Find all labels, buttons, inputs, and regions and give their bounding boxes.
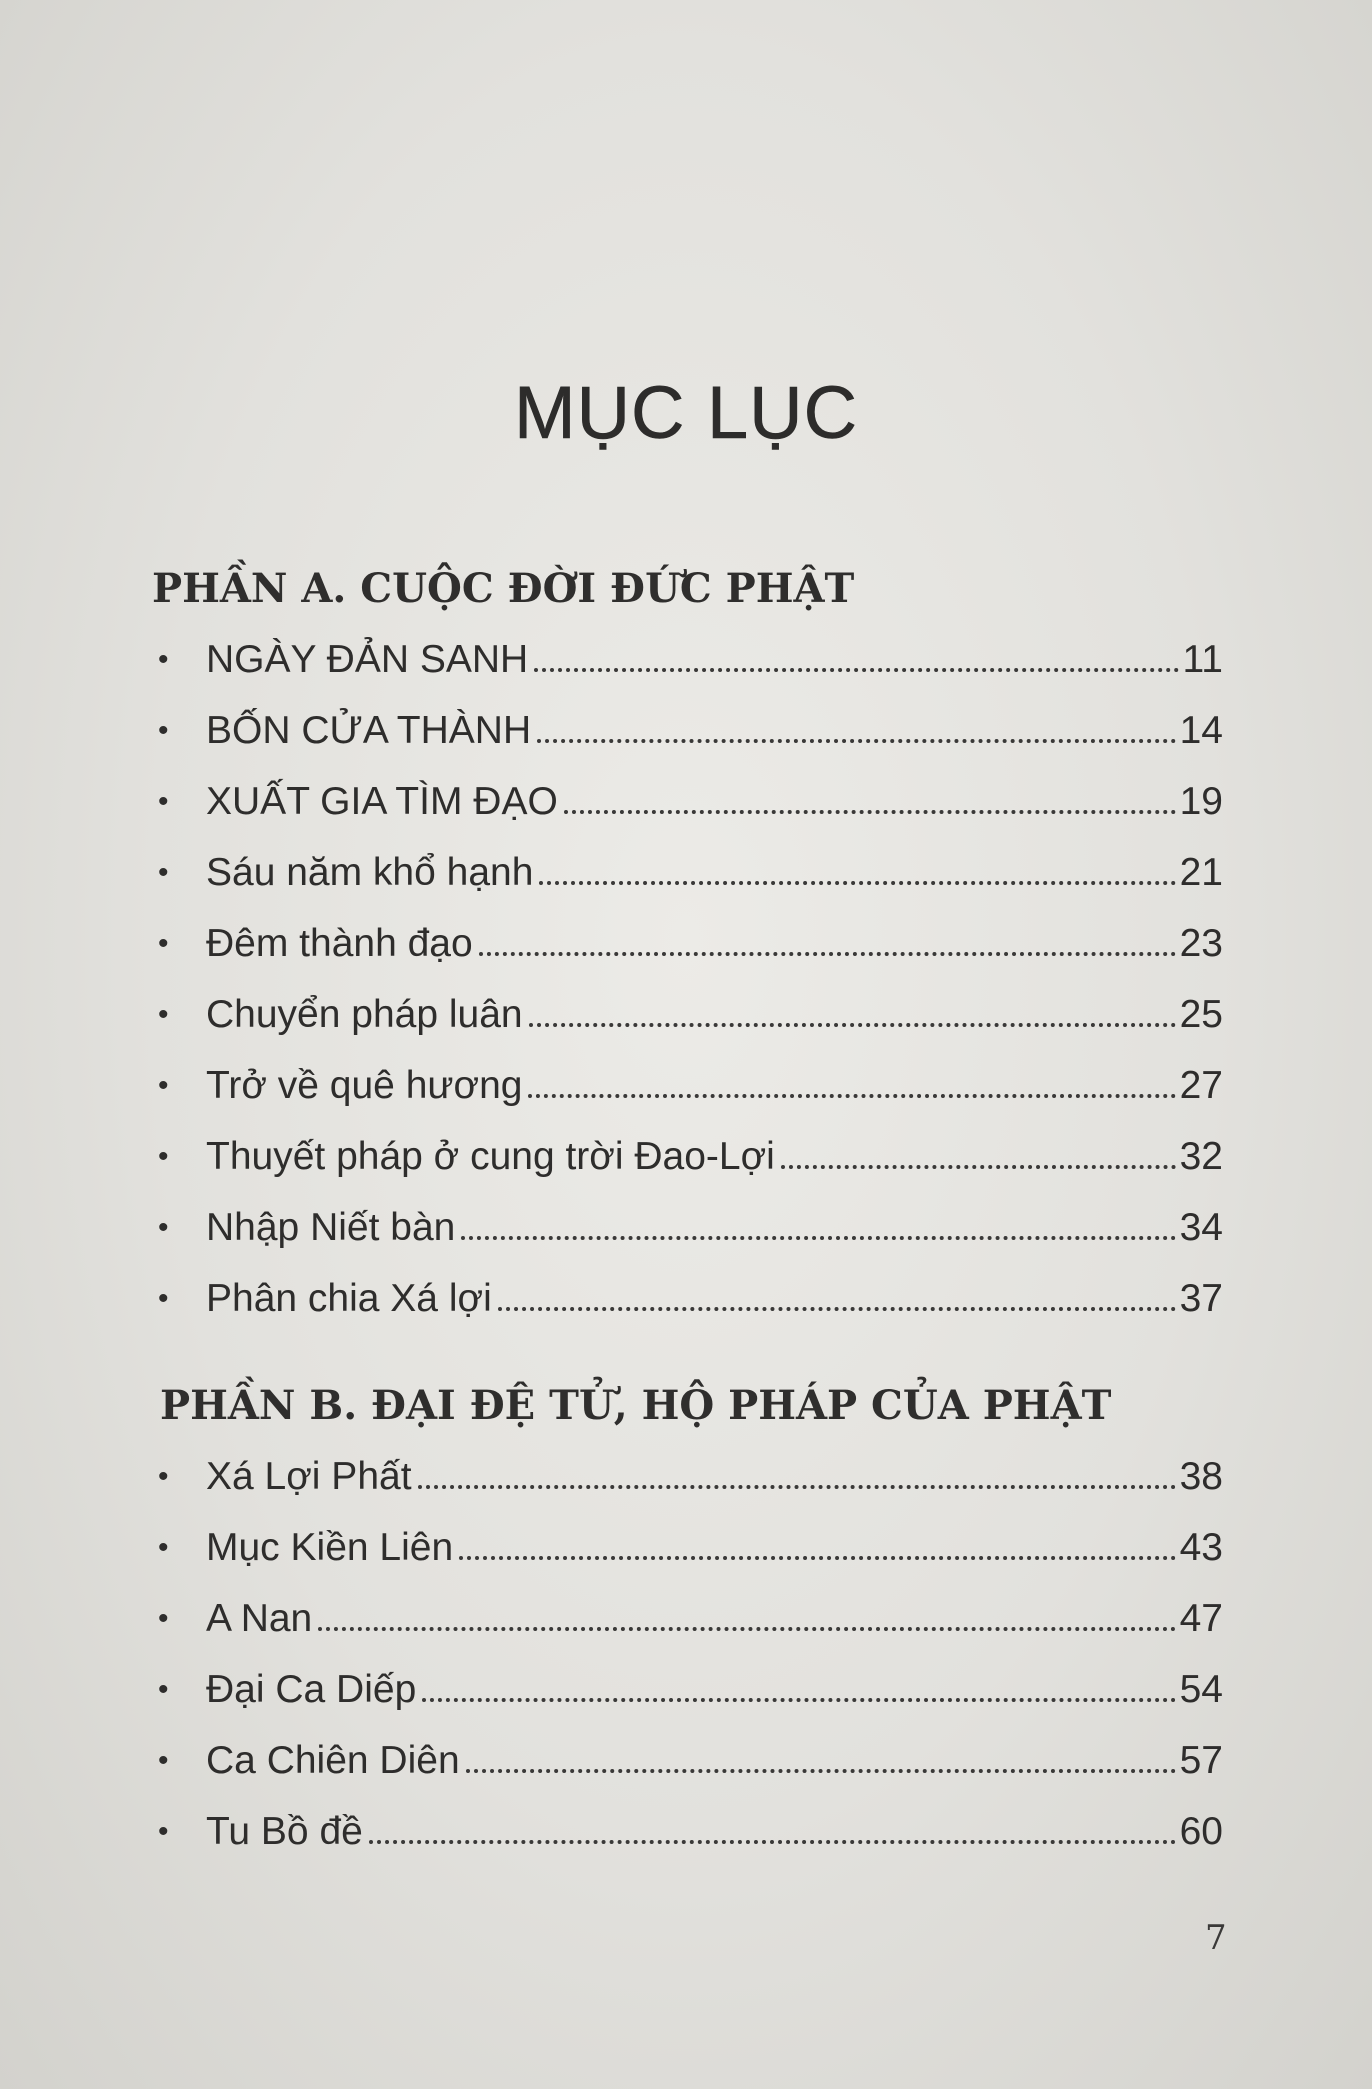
toc-entry — [158, 851, 1223, 911]
toc-entry-title: Phân chia Xá lợi — [206, 1277, 492, 1320]
toc-entry — [158, 1739, 1223, 1799]
page-number: 7 — [1205, 1918, 1227, 1958]
dot-leader — [498, 1306, 1176, 1311]
toc-entry-page: 38 — [1179, 1455, 1223, 1498]
toc-entry-title: Sáu năm khổ hạnh — [206, 851, 534, 894]
toc-entry-page: 27 — [1179, 1064, 1223, 1107]
toc-entry-title: BỐN CỬA THÀNH — [206, 709, 532, 752]
toc-entry — [158, 1135, 1223, 1195]
toc-entry-title: Ca Chiên Diên — [206, 1739, 460, 1782]
dot-leader — [781, 1164, 1176, 1169]
bullet-icon: • — [158, 1744, 169, 1777]
toc-entry — [158, 1597, 1223, 1657]
toc-entry-page: 23 — [1179, 922, 1223, 965]
toc-entry-page: 34 — [1179, 1206, 1223, 1249]
toc-entry — [158, 709, 1223, 769]
toc-entry-page: 21 — [1179, 851, 1223, 894]
toc-entry-page: 60 — [1179, 1810, 1223, 1853]
bullet-icon: • — [158, 1602, 169, 1635]
dot-leader — [418, 1484, 1176, 1489]
toc-entry — [158, 1668, 1223, 1728]
toc-entry-title: Nhập Niết bàn — [206, 1206, 456, 1249]
toc-entry-page: 25 — [1179, 993, 1223, 1036]
bullet-icon: • — [158, 927, 169, 960]
toc-entry-title: Tu Bồ đề — [206, 1810, 363, 1853]
page-title: MỤC LỤC — [513, 371, 859, 454]
toc-entry-title: Chuyển pháp luân — [206, 993, 523, 1036]
dot-leader — [528, 1093, 1175, 1098]
bullet-icon: • — [158, 714, 169, 747]
section-heading-b: PHẦN B. ĐẠI ĐỆ TỬ, HỘ PHÁP CỦA PHẬT — [160, 1382, 1112, 1429]
toc-entry-title: Xá Lợi Phất — [206, 1455, 412, 1498]
bullet-icon: • — [158, 856, 169, 889]
dot-leader — [539, 880, 1175, 885]
toc-entry-title: Trở về quê hương — [206, 1064, 523, 1107]
toc-entry-page: 54 — [1179, 1668, 1223, 1711]
toc-entry-page: 19 — [1179, 780, 1223, 823]
bullet-icon: • — [158, 785, 169, 818]
dot-leader — [564, 809, 1176, 814]
bullet-icon: • — [158, 1673, 169, 1706]
bullet-icon: • — [158, 1815, 169, 1848]
toc-entry-page: 32 — [1179, 1135, 1223, 1178]
dot-leader — [461, 1235, 1175, 1240]
toc-entry — [158, 993, 1223, 1053]
dot-leader — [318, 1626, 1175, 1631]
bullet-icon: • — [158, 1531, 169, 1564]
toc-entry-title: Đại Ca Diếp — [206, 1668, 417, 1711]
toc-entry-page: 14 — [1179, 709, 1223, 752]
toc-entry — [158, 1277, 1223, 1337]
toc-entry-page: 37 — [1179, 1277, 1223, 1320]
toc-entry — [158, 1455, 1223, 1515]
bullet-icon: • — [158, 643, 169, 676]
toc-entry-title: NGÀY ĐẢN SANH — [206, 638, 529, 681]
toc-entry-page: 43 — [1179, 1526, 1223, 1569]
bullet-icon: • — [158, 998, 169, 1031]
bullet-icon: • — [158, 1282, 169, 1315]
dot-leader — [534, 667, 1178, 672]
toc-entry — [158, 1206, 1223, 1266]
dot-leader — [537, 738, 1175, 743]
toc-entry-page: 47 — [1179, 1597, 1223, 1640]
toc-entry — [158, 1810, 1223, 1870]
section-heading-a: PHẦN A. CUỘC ĐỜI ĐỨC PHẬT — [152, 565, 855, 612]
dot-leader — [529, 1022, 1176, 1027]
dot-leader — [422, 1697, 1175, 1702]
toc-entry — [158, 1526, 1223, 1586]
bullet-icon: • — [158, 1211, 169, 1244]
toc-entry-page: 11 — [1182, 638, 1223, 681]
bullet-icon: • — [158, 1460, 169, 1493]
toc-entry — [158, 638, 1223, 698]
toc-entry-title: XUẤT GIA TÌM ĐẠO — [206, 780, 558, 823]
toc-entry — [158, 780, 1223, 840]
bullet-icon: • — [158, 1140, 169, 1173]
dot-leader — [369, 1839, 1176, 1844]
dot-leader — [459, 1555, 1175, 1560]
toc-entry-title: A Nan — [206, 1597, 313, 1640]
bullet-icon: • — [158, 1069, 169, 1102]
toc-entry-title: Mục Kiền Liên — [206, 1526, 454, 1569]
toc-entry — [158, 922, 1223, 982]
toc-entry-title: Thuyết pháp ở cung trời Đao-Lợi — [206, 1135, 775, 1178]
dot-leader — [479, 951, 1176, 956]
toc-entry-title: Đêm thành đạo — [206, 922, 473, 965]
dot-leader — [466, 1768, 1176, 1773]
toc-entry-page: 57 — [1179, 1739, 1223, 1782]
toc-entry — [158, 1064, 1223, 1124]
